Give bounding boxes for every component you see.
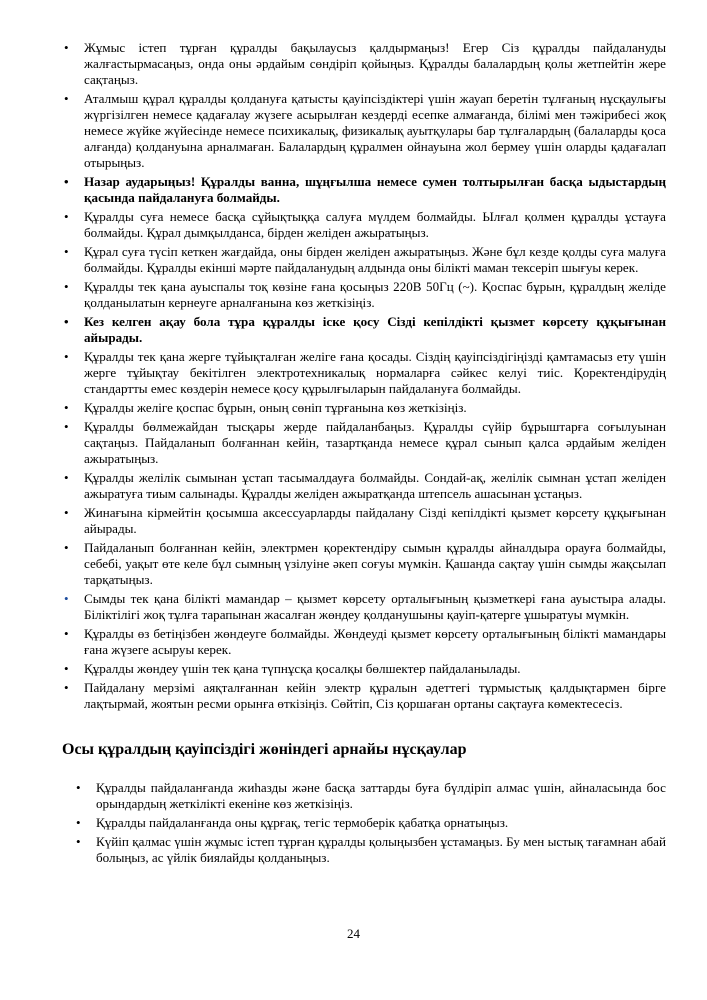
list-item-warning: • Назар аударыңыз! Құралды ванна, шұңғылша немесе сумен толтырылған басқа ыдыстардың қасында пайдалануға болмайды.	[64, 174, 666, 205]
list-item: • Пайдалану мерзімі аяқталғаннан кейін электр құралын әдеттегі тұрмыстық қалдықтармен бірге лақтырмай, жоятын ресми орынға өткізіңіз. Сөйтіп, Сіз қоршаған ортаны сақтауға көмектесесіз.	[64, 680, 666, 711]
bullet-icon: •	[64, 244, 69, 259]
list-item-warning: • Кез келген ақау бола тұра құралды іске қосу Сізді кепілдікті қызмет көрсету құқығынан айырады.	[64, 314, 666, 345]
list-item: • Құралды тек қана жерге тұйықталған желіге ғана қосады. Сіздің қауіпсіздігіңізді қамтамасыз ету үшін жерге тұйықтау бекітілген электротехникалық нормаларға сәйкес келуі тиіс. Қоректендірудің стандартты емес көздерін немесе қосу құрылғыларын пайдалануға болмайды.	[64, 349, 666, 396]
list-item: • Құралды желіге қоспас бұрын, оның сөніп тұрғанына көз жеткізіңіз.	[64, 400, 467, 415]
bullet-icon: •	[64, 470, 69, 485]
bullet-icon: •	[64, 314, 69, 329]
list-item: • Құралды бөлмежайдан тысқары жерде пайдаланбаңыз. Құралды сүйір бұрыштарға соғылуынан сақтаңыз. Пайдаланып болғаннан кейін, тазартқанда немесе құрал сынып қалса әрдайым желіден ажыратыңыз.	[64, 419, 666, 466]
bullet-icon: •	[64, 400, 69, 415]
list-item: • Құралды желілік сымынан ұстап тасымалдауға болмайды. Сондай-ақ, желілік сымнан ұстап желіден ажыратуға тиым салынады. Құралды желіден ажыратқанда штепсель ашасынан ұстаңыз.	[64, 470, 666, 501]
list-item: • Аталмыш құрал құралды қолдануға қатысты қауіпсіздіктері үшін жауап беретін тұлғаның нұсқаулығы жүргізілген немесе қадағалау жүзеге асырылған кездерді есепке алмағанда, білімі мен тәжірибесі жоқ немесе жүйке жүйесінде немесе психикалық, физикалық ауытқулары бар тұлғалардың (балаларды қоса алғанда) қолдануына арналмаған. Балалардың құралмен ойнауына жол бермеу үшін оларды қадағалап отырыңыз.	[64, 91, 666, 170]
list-item: • Жұмыс істеп тұрған құралды бақылаусыз қалдырмаңыз! Егер Сіз құралды пайдалануды жалғастырмасаңыз, онда оны әрдайым сөндіріп қойыңыз. Құралды балалардың қолы жетпейтін жере сақтаңыз.	[64, 40, 666, 87]
bullet-icon: •	[64, 680, 69, 695]
bullet-icon: •	[64, 661, 69, 676]
list-item: • Жинағына кірмейтін қосымша аксессуарларды пайдалану Сізді кепілдікті қызмет көрсету құқығынан айырады.	[64, 505, 666, 536]
section-heading: Осы құралдың қауіпсіздігі жөніндегі арнайы нұсқаулар	[62, 741, 467, 758]
special-instructions-list	[62, 780, 666, 866]
bullet-icon: •	[64, 505, 69, 520]
bullet-icon: •	[64, 91, 69, 106]
list-item: • Құралды суға немесе басқа сұйықтыққа салуға мүлдем болмайды. Ылғал қолмен құралды ұстауға болмайды. Құрал дымқылданса, бірден желіден ажыратыңыз.	[64, 209, 666, 240]
list-item: • Құрал суға түсіп кеткен жағдайда, оны бірден желіден ажыратыңыз. Және бұл кезде қолды суға малуға болмайды. Құралды екінші мәрте пайдаланудың алдында оны білікті маман тексеріп шығуы керек.	[64, 244, 666, 275]
bullet-icon: •	[64, 40, 69, 55]
list-item: • Пайдаланып болғаннан кейін, электрмен қоректендіру сымын құралды айналдыра орауға болмайды, себебі, уақыт өте келе бұл сымның үзілуіне әкеп соғуы мүмкін. Қашанда сақтау үшін сымды жақсылап тарқатыңыз.	[64, 540, 666, 587]
bullet-icon: •	[64, 419, 69, 434]
bullet-icon: •	[64, 209, 69, 224]
bullet-icon: •	[64, 540, 69, 555]
safety-list	[62, 40, 666, 712]
list-item: • Күйіп қалмас үшін жұмыс істеп тұрған құралды қолыңызбен ұстамаңыз. Бу мен ыстық тағамнан абай болыңыз, ас үйлік биялайды қолданыңыз.	[76, 834, 666, 865]
bullet-icon: •	[76, 815, 81, 830]
page-content	[62, 40, 666, 869]
bullet-icon: •	[64, 626, 69, 641]
bullet-icon: •	[64, 279, 69, 294]
list-item: • Құралды өз бетіңізбен жөндеуге болмайды. Жөндеуді қызмет көрсету орталығының білікті мамандары ғана жүзеге асыруы керек.	[64, 626, 666, 657]
list-item: • Құралды пайдаланғанда жиһазды және басқа заттарды буға бүлдіріп алмас үшін, айналасында бос орындардың жеткілікті екеніне көз жеткізіңіз.	[76, 780, 666, 811]
bullet-icon: •	[64, 349, 69, 364]
list-item: • Сымды тек қана білікті мамандар – қызмет көрсету орталығының қызметкері ғана ауыстыра алады. Біліктілігі жоқ тұлға тарапынан жасалған жөндеу қолданушыны қауіп-қатерге ұшыратуы мүмкін.	[64, 591, 666, 622]
bullet-icon: •	[64, 174, 69, 189]
bullet-icon: •	[76, 834, 81, 849]
bullet-icon: •	[64, 591, 69, 606]
page-number: 24	[347, 926, 360, 941]
bullet-icon: •	[76, 780, 81, 795]
list-item: • Құралды пайдаланғанда оны құрғақ, тегіс термоберік қабатқа орнатыңыз.	[76, 815, 509, 830]
list-item: • Құралды жөндеу үшін тек қана түпнұсқа қосалқы бөлшектер пайдаланылады.	[64, 661, 521, 676]
list-item: • Құралды тек қана ауыспалы тоқ көзіне ғана қосыңыз 220В 50Гц (~). Қоспас бұрын, құралдың желіде қолданылатын кернеуге арналғанына көз жеткізіңіз.	[64, 279, 666, 310]
